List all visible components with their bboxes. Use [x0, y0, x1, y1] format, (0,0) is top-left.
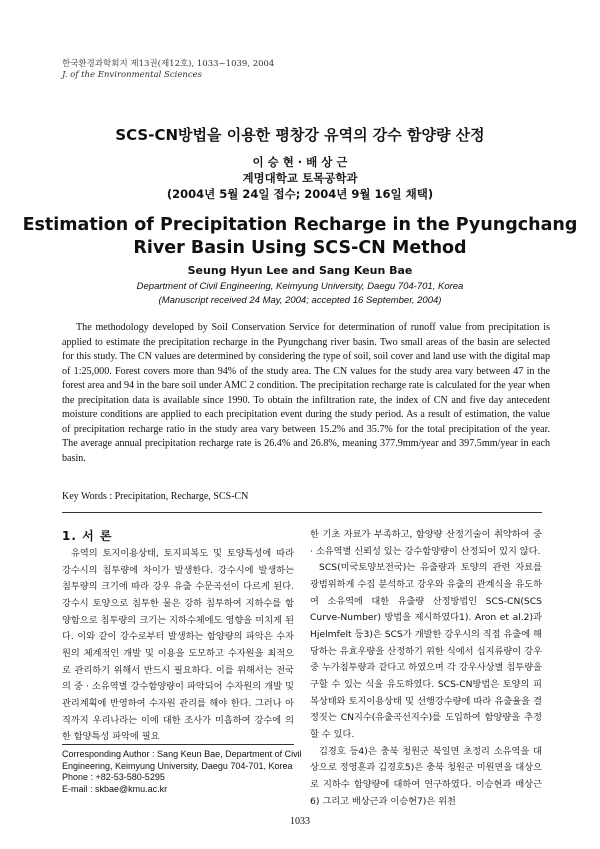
english-authors: Seung Hyun Lee and Sang Keun Bae	[187, 264, 413, 277]
korean-affiliation: 계명대학교 토목공학과	[242, 171, 358, 185]
korean-title: SCS-CN방법을 이용한 평창강 유역의 강수 함양량 산정	[115, 126, 485, 144]
section-heading-introduction: 1. 서 론	[62, 529, 113, 543]
corresponding-author-footnote	[62, 749, 302, 795]
journal-name-english: J. of the Environmental Sciences	[62, 70, 203, 80]
body-paragraph: 유역의 토지이용상태, 토지피복도 및 토양특성에 따라 강수시의 침투량에 차이가 발생한다. 강수시에 발생하는 침투량의 크기에 따라 강우 유출 수문곡선이 다르게 된다. 강수시 토양으로 침투한 물은 강하 침투하여 지하수를 함양함으로 침투량의 크기는 지하수체에도 영향을 미치게 된다. 이와 같이 강수로부터 발생하는 함양량의 파악은 수자원의 체계적인 개발 및 이용을 도모하고 수자원을 최적으로 관리하기 위해서 반드시 필요하다. 이를 위해서는 전국의 중 · 소유역별 강수함양량이 파악되어 수자원의 개발 및 관리계획에 반영하여 수자원 관리를 해야 한다. 그러나 아직까지 우리나라는 이에 대한 조사가 미흡하여 강수에 의한 함양특성 파악에 필요	[62, 548, 294, 743]
body-paragraph: SCS(미국토양보전국)는 유출량과 토양의 관련 자료를 광범위하게 수집 분석하고 강우와 유출의 관계식을 유도하여 소유역에 대한 유출량 산정방법인 SCS-CN(SCS Curve-Number) 방법을 제시하였다1). Aron et al.2)과 Hjelmfelt 등3)은 SCS가 개발한 강우시의 직접 유출에 해당하는 유효우량을 산정하기 위한 식에서 십지류량이 강우 중 누가침투량과 같다고 하였으며 각 강우사상별 침투량을 구할 수 있는 식을 유도하였다. SCS-CN방법은 토양의 피복상태와 토지이용상태 및 선행강수량에 따라 유출율을 결정짓는 CN지수(유출곡선지수)를 도입하여 함양량을 추정할 수 있다.	[310, 562, 542, 740]
korean-authors: 이 승 현 · 배 상 근	[252, 155, 348, 169]
body-paragraph: 한 기초 자료가 부족하고, 함양량 산정기술이 취약하여 중 · 소유역별 신뢰성 있는 강수함양량이 산정되어 있지 않다.	[310, 529, 542, 557]
english-dates: (Manuscript received 24 May, 2004; accepted 16 September, 2004)	[158, 295, 442, 306]
body-column-right	[310, 527, 542, 810]
footnote-line: Phone : +82-53-580-5295	[62, 772, 165, 782]
footnote-line: Engineering, Keimyung University, Daegu 704-701, Korea	[62, 760, 293, 771]
footnote-line: Corresponding Author : Sang Keun Bae, Department of Civil	[62, 749, 302, 759]
body-paragraph: 김경호 등4)은 충북 청원군 북일면 초정리 소유역을 대상으로 정영훈과 김경호5)은 충북 청원군 미원면을 대상으로 지하수 함양량에 대하여 연구하였다. 이승현과 배상근6) 그리고 배상근과 이승현7)은 위천	[310, 745, 542, 807]
english-affiliation: Department of Civil Engineering, Keimyung University, Daegu 704-701, Korea	[136, 281, 464, 292]
section-divider	[62, 512, 542, 513]
english-title-line2: River Basin Using SCS-CN Method	[133, 238, 467, 258]
journal-citation-korean: 한국환경과학회지 제13권(제12호), 1033~1039, 2004	[62, 59, 275, 69]
english-title-line1: Estimation of Precipitation Recharge in the Pyungchang	[22, 215, 578, 235]
body-column-left	[62, 546, 294, 746]
korean-dates: (2004년 5월 24일 접수; 2004년 9월 16일 채택)	[166, 187, 434, 201]
abstract: The methodology developed by Soil Conservation Service for determination of runoff value from precipitation is applied to estimate the precipitation recharge in the Pyungchang river basin. Two small areas of the basin are selected for this study. The CN values are determined by considering the type of soil, soil cover and land use with the digital map of 1:25,000. Forest covers more than 94% of the study area. The CN values for the study area vary between 47 in the forest area and 94 in the bare soil under AMC 2 condition. The precipitation recharge rate is calculated for the year when the precipitation data is available since 1990. To obtain the infiltration rate, the index of CN and five day antecedent moisture conditions are applied to each precipitation event during the study period. As a result of estimation, the value of precipitation recharge ratio in the study area vary between 15.2% and 35.7% for the total precipitation of the year. The average annual precipitation recharge rate is 26.4% and 26.8%, meaning 377.9mm/year and 397.5mm/year in each basin.	[62, 322, 550, 464]
footnote-email: E-mail : skbae@kmu.ac.kr	[62, 783, 168, 794]
footnote-divider	[62, 744, 294, 745]
page-number: 1033	[290, 816, 310, 827]
keywords: Key Words : Precipitation, Recharge, SCS-CN	[62, 491, 249, 502]
